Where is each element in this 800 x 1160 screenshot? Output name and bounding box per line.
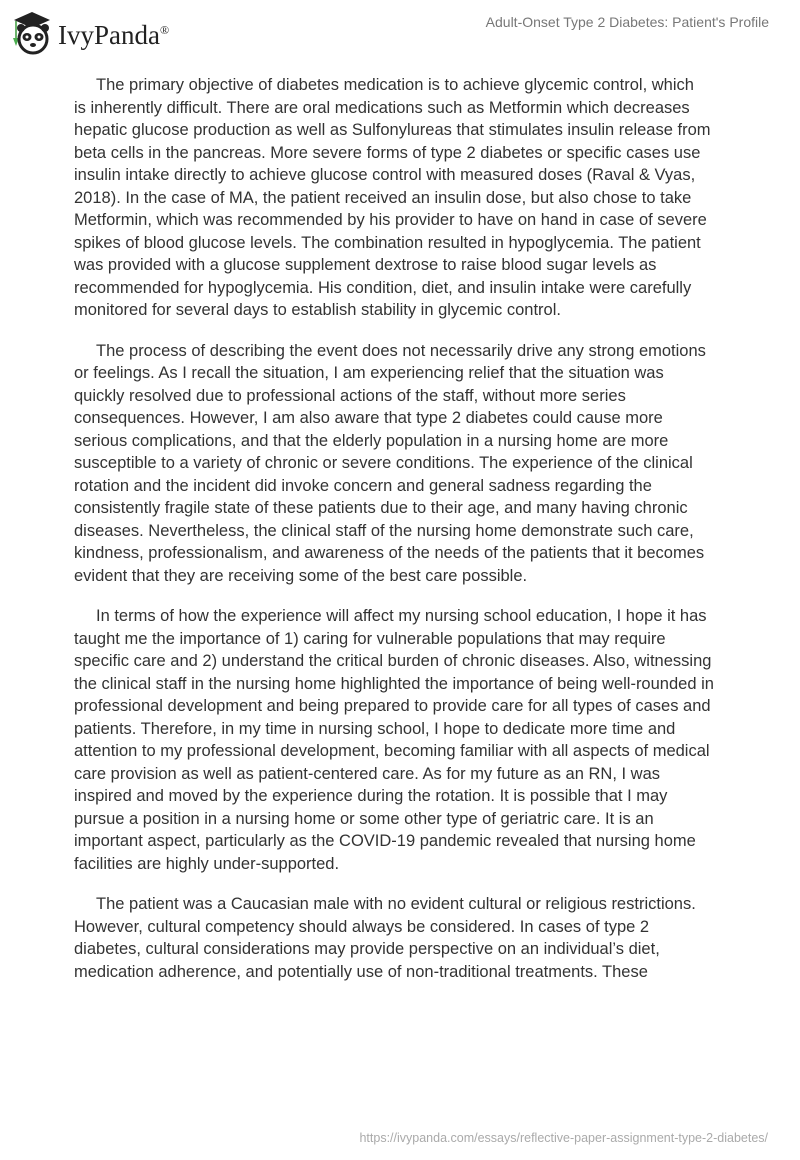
text-line: is inherently difficult. There are oral medications such as Metformin which decreases <box>74 98 690 117</box>
ivypanda-logo[interactable] <box>12 8 169 56</box>
paragraph <box>74 340 744 588</box>
text-line: pursue a position in a nursing home or some other type of geriatric care. It is an <box>74 809 654 828</box>
text-line: hepatic glucose production as well as Sulfonylureas that stimulates insulin release from <box>74 121 711 139</box>
registered-mark: ® <box>159 22 170 37</box>
text-line: Metformin, which was recommended by his provider to have on hand in case of severe <box>74 211 707 229</box>
text-line: patients. Therefore, in my time in nursing school, I hope to dedicate more time and <box>74 719 676 738</box>
text-line: insulin intake directly to achieve glucose control with measured doses (Raval & Vyas, <box>74 166 696 184</box>
text-line: evident that they are receiving some of the best care possible. <box>74 566 528 585</box>
text-line: professional development and being prepared to provide care for all types of cases and <box>74 697 711 715</box>
paragraph <box>74 605 744 875</box>
text-line: In terms of how the experience will affect my nursing school education, I hope it has <box>96 607 707 625</box>
text-line: However, cultural competency should always be considered. In cases of type 2 <box>74 917 650 936</box>
text-line: rotation and the incident did invoke concern and general sadness regarding the <box>74 476 652 495</box>
text-line: kindness, professionalism, and awareness of the needs of the patients that it becomes <box>74 544 705 562</box>
text-line: important aspect, particularly as the COVID-19 pandemic revealed that nursing home <box>74 832 696 850</box>
text-line: attention to my professional development, becoming familiar with all aspects of medical <box>74 742 710 760</box>
essay-body <box>74 74 744 1001</box>
panda-graduate-icon <box>12 8 52 56</box>
text-line: consequences. However, I am also aware that type 2 diabetes could cause more <box>74 409 663 427</box>
text-line: inspired and moved by the experience during the rotation. It is possible that I may <box>74 787 668 805</box>
paragraph <box>74 74 744 322</box>
text-line: serious complications, and that the elderly population in a nursing home are more <box>74 431 669 450</box>
text-line: The primary objective of diabetes medication is to achieve glycemic control, which <box>96 76 694 94</box>
text-line: recommended for hypoglycemia. His condition, diet, and insulin intake were carefully <box>74 278 692 297</box>
text-line: 2018). In the case of MA, the patient received an insulin dose, but also chose to take <box>74 188 692 207</box>
text-line: was provided with a glucose supplement dextrose to raise blood sugar levels as <box>74 256 657 274</box>
text-line: specific care and 2) understand the critical burden of chronic diseases. Also, witnessing <box>74 652 712 670</box>
page-header <box>0 0 800 60</box>
text-line: beta cells in the pancreas. More severe forms of type 2 diabetes or specific cases use <box>74 143 701 162</box>
text-line: care provision as well as patient-centered care. As for my future as an RN, I was <box>74 764 661 783</box>
text-line: facilities are highly under-supported. <box>74 854 340 873</box>
text-line: monitored for several days to establish stability in glycemic control. <box>74 301 561 319</box>
logo-text: IvyPanda <box>58 19 160 50</box>
document-title: Adult-Onset Type 2 Diabetes: Patient's Profile <box>485 14 769 30</box>
text-line: or feelings. As I recall the situation, I am experiencing relief that the situation was <box>74 364 664 382</box>
text-line: diseases. Nevertheless, the clinical staff of the nursing home demonstrate such care, <box>74 521 694 540</box>
text-line: taught me the importance of 1) caring for vulnerable populations that may require <box>74 629 666 648</box>
text-line: the clinical staff in the nursing home highlighted the importance of being well-rounded in <box>74 674 714 693</box>
text-line: consistently fragile state of these patients due to their age, and many having chronic <box>74 499 688 517</box>
text-line: susceptible to a variety of chronic or severe conditions. The experience of the clinical <box>74 454 693 472</box>
text-line: quickly resolved due to professional actions of the staff, without more series <box>74 386 626 405</box>
text-line: The patient was a Caucasian male with no evident cultural or religious restrictions. <box>96 895 696 913</box>
text-line: spikes of blood glucose levels. The combination resulted in hypoglycemia. The patient <box>74 233 701 252</box>
paragraph <box>74 893 744 983</box>
text-line: medication adherence, and potentially use of non-traditional treatments. These <box>74 962 648 981</box>
text-line: The process of describing the event does not necessarily drive any strong emotions <box>96 341 706 360</box>
source-url[interactable]: https://ivypanda.com/essays/reflective-paper-assignment-type-2-diabetes/ <box>359 1131 768 1145</box>
text-line: diabetes, cultural considerations may provide perspective on an individual’s diet, <box>74 940 660 958</box>
